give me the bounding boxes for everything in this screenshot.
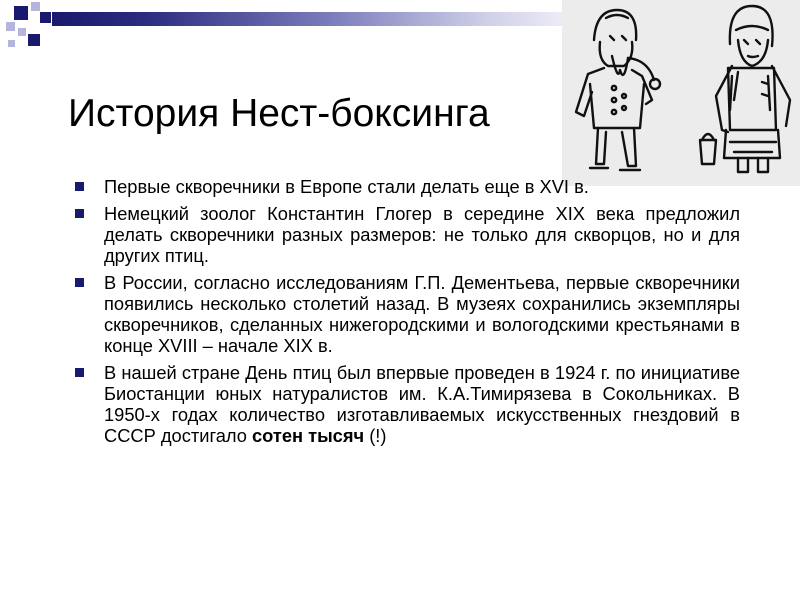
decor-square [18, 28, 26, 36]
bullet-square-icon [75, 182, 84, 191]
bullet-square-icon [75, 368, 84, 377]
decor-square [28, 34, 40, 46]
decor-square [31, 2, 40, 11]
bullet-text: Немецкий зоолог Константин Глогер в середине XIX века предложил делать скворечники разных размеров: не только для скворцов, но и для других птиц. [104, 203, 740, 266]
bullet-square-icon [75, 278, 84, 287]
bullet-square-icon [75, 209, 84, 218]
slide-title: История Нест-боксинга [68, 92, 490, 135]
header-bar [52, 12, 562, 26]
bullet-text: Первые скворечники в Европе стали делать еще в XVI в. [104, 176, 589, 197]
bullet-list [74, 176, 740, 452]
bullet-text-tail: (!) [364, 425, 387, 446]
decor-square [8, 40, 15, 47]
bullet-item [74, 176, 740, 197]
bullet-item [74, 272, 740, 356]
bullet-item [74, 203, 740, 266]
decor-square [14, 6, 28, 20]
bullet-item [74, 362, 740, 446]
decor-square [6, 22, 15, 31]
bullet-text: В нашей стране День птиц был впервые проведен в 1924 г. по инициативе Биостанции юных натуралистов им. К.А.Тимирязева в Сокольниках. В 1950-х годах количество изготавливаемых искусственных гнездовий в СССР достигало [104, 362, 740, 446]
peasants-illustration [562, 0, 800, 186]
decor-square [40, 12, 51, 23]
bullet-text: В России, согласно исследованиям Г.П. Дементьева, первые скворечники появились несколько столетий назад. В музеях сохранились экземпляры скворечников, сделанных нижегородскими и вологодскими крестьянами в конце XVIII – начале XIX в. [104, 272, 740, 356]
bullet-emphasis: сотен тысяч [252, 425, 365, 446]
